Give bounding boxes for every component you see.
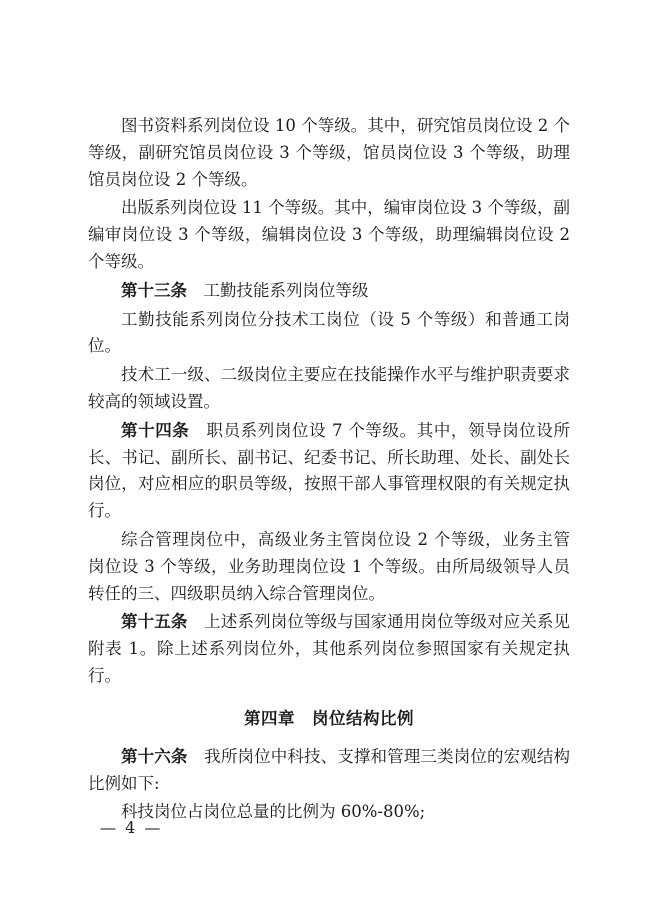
page-number: — 4 —: [100, 818, 163, 837]
chapter-title: 第四章 岗位结构比例: [244, 708, 414, 728]
paragraph-text: 科技岗位占岗位总量的比例为 60%-80%;: [121, 802, 426, 822]
paragraph-article-14: [88, 418, 570, 525]
paragraph-text: 职员系列岗位设 7 个等级。其中，领导岗位设所长、书记、副所长、副书记、纪委书记、所长助理、处长、副处长岗位，对应相应的职员等级，按照干部人事管理权限的有关规定执行。: [88, 420, 570, 521]
paragraph-library-series: [88, 113, 570, 193]
paragraph-technician-levels: [88, 362, 570, 416]
paragraph-article-13: [88, 278, 570, 305]
paragraph-text: 图书资料系列岗位设 10 个等级。其中，研究馆员岗位设 2 个等级，副研究馆员岗位设 3 个等级，馆员岗位设 3 个等级，助理馆员岗位设 2 个等级。: [88, 116, 570, 189]
paragraph-worker-posts: [88, 307, 570, 361]
article-heading: 第十五条: [121, 612, 188, 632]
body-text: [88, 113, 570, 828]
paragraph-management-posts: [88, 527, 570, 607]
paragraph-text: 工勤技能系列岗位等级: [187, 280, 369, 300]
article-heading: 第十六条: [121, 746, 188, 766]
paragraph-text: 我所岗位中科技、支撑和管理三类岗位的宏观结构比例如下:: [88, 746, 571, 793]
article-heading: 第十四条: [121, 420, 190, 440]
paragraph-text: 出版系列岗位设 11 个等级。其中，编审岗位设 3 个等级，副编审岗位设 3 个等级，编辑岗位设 3 个等级，助理编辑岗位设 2 个等级。: [88, 198, 570, 271]
paragraph-publishing-series: [88, 195, 570, 275]
paragraph-text: 技术工一级、二级岗位主要应在技能操作水平与维护职责要求较高的领域设置。: [88, 365, 570, 411]
paragraph-article-15: [88, 609, 570, 689]
paragraph-text: 工勤技能系列岗位分技术工岗位（设 5 个等级）和普通工岗位。: [88, 309, 570, 356]
article-heading: 第十三条: [121, 280, 187, 300]
paragraph-article-16: [88, 744, 570, 798]
paragraph-text: 上述系列岗位等级与国家通用岗位等级对应关系见附表 1。除上述系列岗位外，其他系列岗位参照国家有关规定执行。: [88, 612, 571, 685]
paragraph-text: 综合管理岗位中，高级业务主管岗位设 2 个等级，业务主管岗位设 3 个等级，业务助理岗位设 1 个等级。由所局级领导人员转任的三、四级职员纳入综合管理岗位。: [88, 529, 570, 603]
